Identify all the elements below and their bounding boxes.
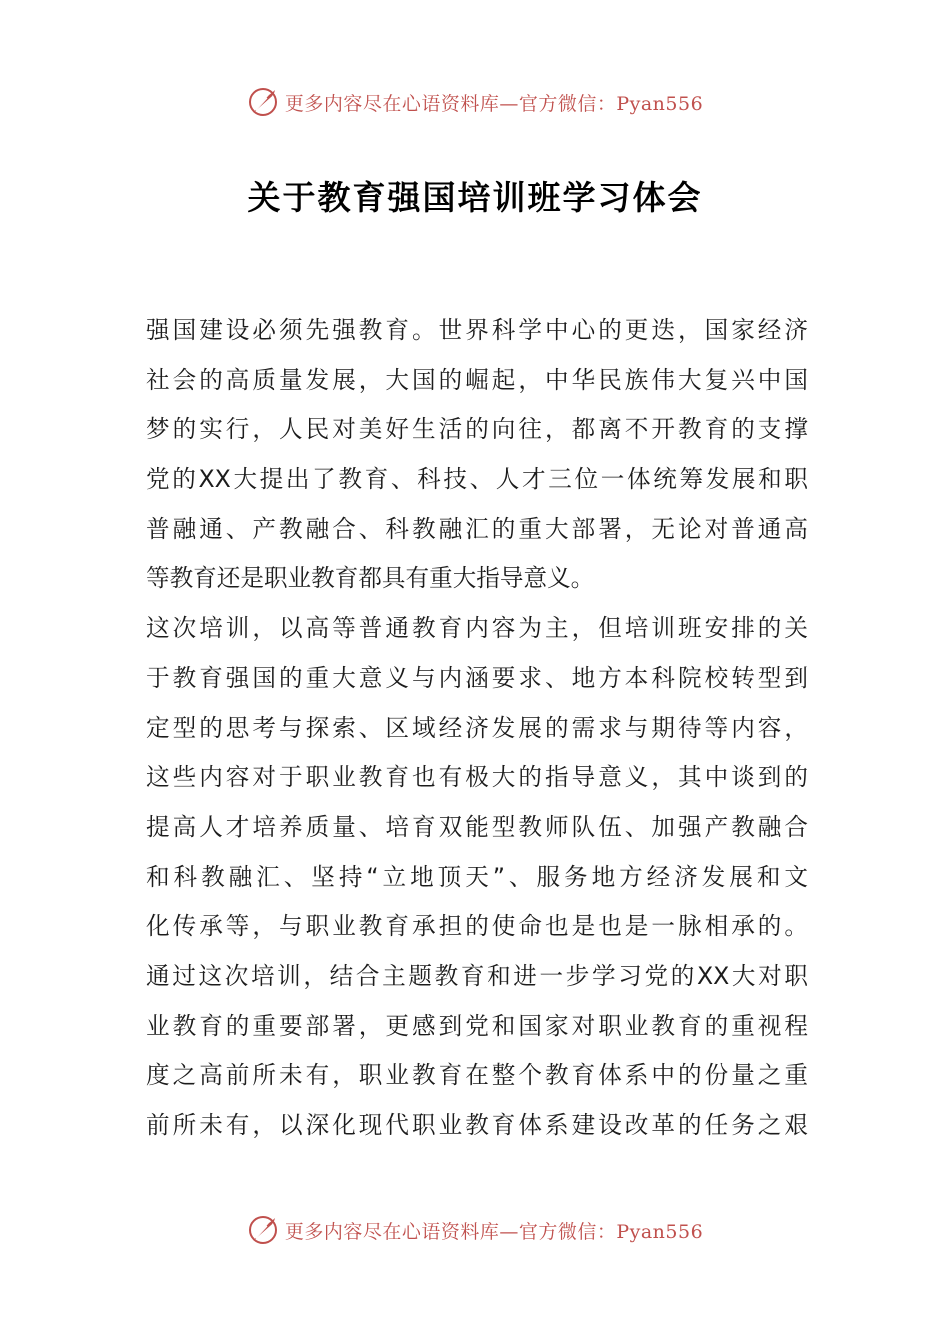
quill-pen-logo-icon bbox=[247, 86, 279, 118]
header-banner-text: 更多内容尽在心语资料库—官方微信：Pyan556 bbox=[284, 92, 704, 115]
body-line: 强国建设必须先强教育。世界科学中心的更迭，国家经济 bbox=[146, 316, 808, 344]
body-line: 这些内容对于职业教育也有极大的指导意义，其中谈到的 bbox=[146, 763, 808, 792]
body-line: 业教育的重要部署，更感到党和国家对职业教育的重视程 bbox=[146, 1011, 808, 1040]
body-line: 度之高前所未有，职业教育在整个教育体系中的份量之重 bbox=[146, 1061, 808, 1090]
body-line: 提高人才培养质量、培育双能型教师队伍、加强产教融合 bbox=[146, 812, 808, 841]
body-line: 于教育强国的重大意义与内涵要求、地方本科院校转型到 bbox=[146, 663, 808, 692]
body-line: 党的XX大提出了教育、科技、人才三位一体统筹发展和职 bbox=[146, 465, 808, 494]
body-line: 普融通、产教融合、科教融汇的重大部署，无论对普通高 bbox=[146, 514, 808, 543]
footer-banner bbox=[0, 1210, 950, 1250]
body-text bbox=[146, 306, 808, 1151]
quill-pen-logo-icon bbox=[247, 1214, 279, 1246]
body-line: 等教育还是职业教育都具有重大指导意义。 bbox=[146, 564, 595, 593]
body-line: 梦的实行，人民对美好生活的向往，都离不开教育的支撑 bbox=[146, 415, 808, 444]
header-banner bbox=[0, 82, 950, 122]
footer-banner-text: 更多内容尽在心语资料库—官方微信：Pyan556 bbox=[284, 1220, 704, 1243]
body-line: 定型的思考与探索、区域经济发展的需求与期待等内容， bbox=[146, 713, 808, 742]
body-line: 这次培训，以高等普通教育内容为主，但培训班安排的关 bbox=[146, 614, 808, 643]
body-line: 和科教融汇、坚持“立地顶天”、服务地方经济发展和文 bbox=[146, 862, 808, 891]
body-line: 前所未有，以深化现代职业教育体系建设改革的任务之艰 bbox=[146, 1111, 808, 1139]
body-line: 社会的高质量发展，大国的崛起，中华民族伟大复兴中国 bbox=[146, 365, 808, 394]
body-line: 通过这次培训，结合主题教育和进一步学习党的XX大对职 bbox=[146, 961, 808, 990]
body-line: 化传承等，与职业教育承担的使命也是也是一脉相承的。 bbox=[146, 912, 808, 941]
document-title: 关于教育强国培训班学习体会 bbox=[247, 178, 703, 217]
